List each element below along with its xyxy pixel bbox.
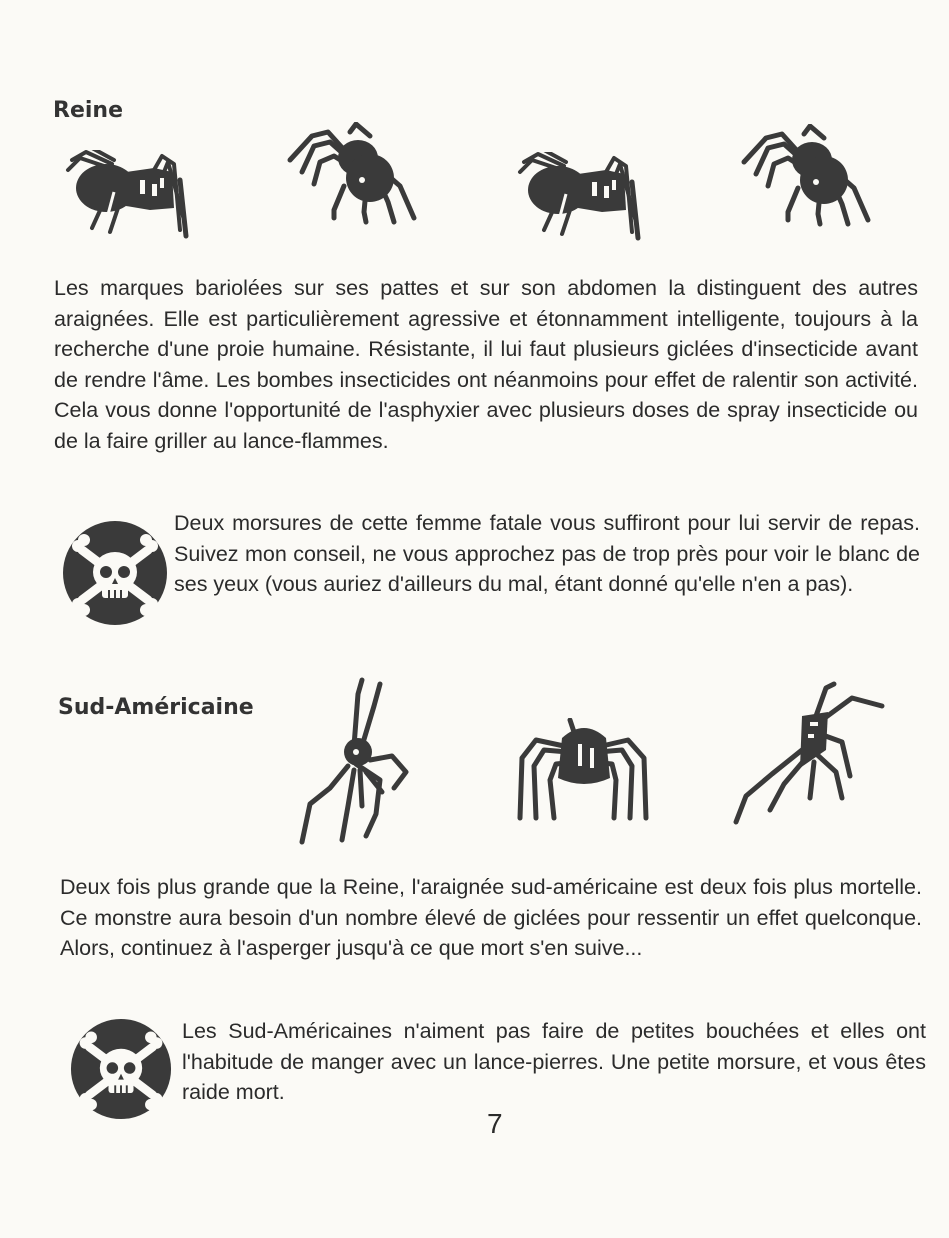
section-heading-reine: Reine xyxy=(53,98,123,123)
reine-description: Les marques bariolées sur ses pattes et sur son abdomen la distinguent des autres araignées. Elle est particulièrement agressive et étonnamment intelligente, toujours à la recherche d'une proie humaine. Résistante, il lui faut plusieurs giclées d'insecticide avant de rendre l'âme. Les bombes insecticides ont néanmoins pour effet de ralentir son activité. Cela vous donne l'opportunité de l'asphyxier avec plusieurs doses de spray insecticide ou de la faire griller au lance-flammes. xyxy=(54,276,918,453)
sud-americaine-description: Deux fois plus grande que la Reine, l'araignée sud-américaine est deux fois plus mortelle. Ce monstre aura besoin d'un nombre élevé de giclées pour ressentir un effet quelconque. Alors, continuez à l'asperger jusqu'à ce que mort s'en suive... xyxy=(60,875,922,960)
skull-crossbones-icon xyxy=(62,520,168,626)
reine-warning: Deux morsures de cette femme fatale vous suffiront pour lui servir de repas. Suivez mon conseil, ne vous approchez pas de trop près pour voir le blanc de ses yeux (vous auriez d'ailleurs du mal, étant donné qu'elle n'en a pas). xyxy=(174,511,920,596)
spider-rear-icon xyxy=(284,122,422,226)
spider-side-icon xyxy=(514,152,650,242)
spider-rear-icon xyxy=(738,124,876,228)
spider-front-icon xyxy=(514,718,654,822)
skull-crossbones-icon xyxy=(70,1018,172,1120)
page-number: 7 xyxy=(487,1108,503,1139)
spider-climbing-icon xyxy=(296,676,414,848)
spider-side-icon xyxy=(62,150,198,240)
section-heading-sud-americaine: Sud-Américaine xyxy=(58,695,254,720)
sud-americaine-warning: Les Sud-Américaines n'aiment pas faire de petites bouchées et elles ont l'habitude de manger avec un lance-pierres. Une petite morsure, et vous êtes raide mort. xyxy=(182,1019,926,1104)
spider-leaping-icon xyxy=(732,680,888,826)
